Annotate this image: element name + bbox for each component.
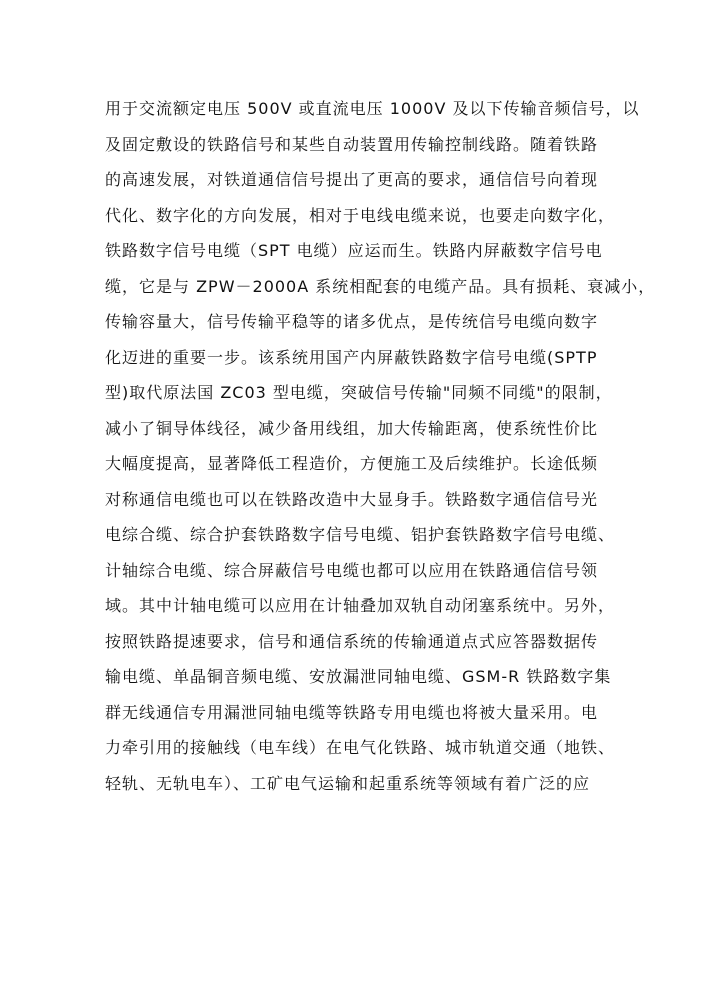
text-line: 用于交流额定电压 500V 或直流电压 1000V 及以下传输音频信号，以	[105, 99, 640, 118]
text-line: 缆，它是与 ZPW－2000A 系统相配套的电缆产品。具有损耗、衰减小，	[105, 276, 656, 296]
text-line: 计轴综合电缆、综合屏蔽信号电缆也都可以应用在铁路通信信号领	[105, 560, 599, 580]
text-line: 对称通信电缆也可以在铁路改造中大显身手。铁路数字通信信号光	[105, 489, 599, 509]
text-line: 轻轨、无轨电车）、工矿电气运输和起重系统等领域有着广泛的应	[105, 773, 591, 793]
text-line: 传输容量大，信号传输平稳等的诸多优点，是传统信号电缆向数字	[105, 312, 599, 331]
text-line: 铁路数字信号电缆（SPT 电缆）应运而生。铁路内屏蔽数字信号电	[105, 241, 603, 260]
text-line: 输电缆、单晶铜音频电缆、安放漏泄同轴电缆、GSM-R 铁路数字集	[105, 667, 612, 686]
text-line: 代化、数字化的方向发展，相对于电线电缆来说，也要走向数字化，	[105, 205, 616, 225]
text-line: 域。其中计轴电缆可以应用在计轴叠加双轨自动闭塞系统中。另外，	[105, 596, 616, 615]
text-line: 型)取代原法国 ZC03 型电缆，突破信号传输"同频不同缆"的限制，	[105, 383, 613, 402]
text-line: 及固定敷设的铁路信号和某些自动装置用传输控制线路。随着铁路	[105, 134, 599, 154]
text-line: 大幅度提高，显著降低工程造价，方便施工及后续维护。长途低频	[105, 454, 599, 473]
text-line: 群无线通信专用漏泄同轴电缆等铁路专用电缆也将被大量采用。电	[105, 702, 599, 722]
text-line: 的高速发展，对铁道通信信号提出了更高的要求，通信信号向着现	[105, 170, 599, 189]
text-line: 力牵引用的接触线（电车线）在电气化铁路、城市轨道交通（地铁、	[105, 738, 616, 757]
text-line: 化迈进的重要一步。该系统用国产内屏蔽铁路数字信号电缆(SPTP	[105, 347, 598, 367]
text-line: 按照铁路提速要求，信号和通信系统的传输通道点式应答器数据传	[105, 631, 599, 651]
text-line: 电综合缆、综合护套铁路数字信号电缆、铝护套铁路数字信号电缆、	[105, 525, 616, 544]
body-paragraph	[105, 97, 656, 807]
text-line: 减小了铜导体线径，减少备用线组，加大传输距离，使系统性价比	[105, 418, 599, 438]
